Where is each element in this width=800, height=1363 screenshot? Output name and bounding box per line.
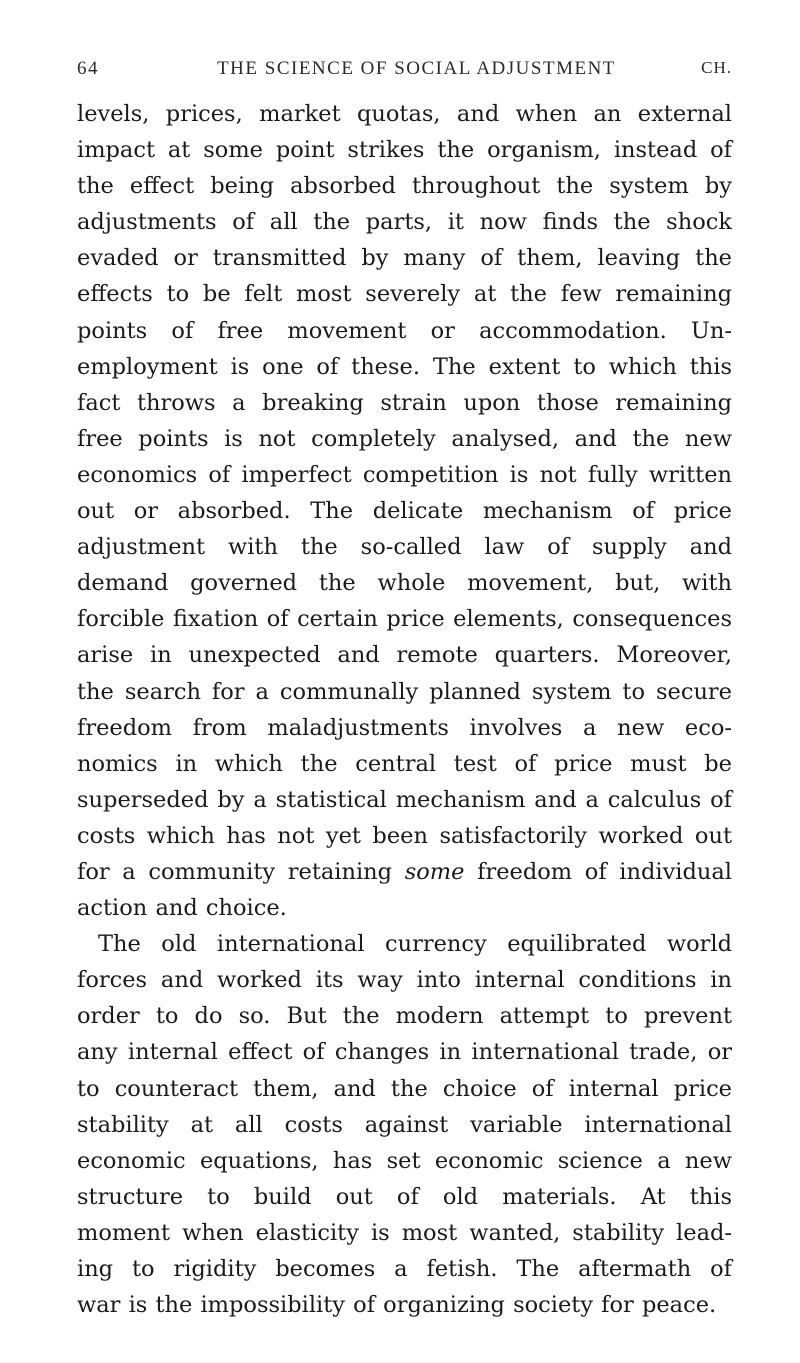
text-line: levels, prices, market quotas, and when an external [77,101,732,127]
text-line: points of free movement or accommodation. Un- [77,317,732,344]
text-line: order to do so. But the modern attempt to prevent [77,1003,732,1030]
running-title: THE SCIENCE OF SOCIAL ADJUSTMENT [217,58,616,79]
text-line: free points is not completely analysed, and the new [77,425,732,452]
paragraph-end-line: action and choice. [77,895,287,922]
text-line: arise in unexpected and remote quarters. Moreover, [77,642,732,669]
text-line: economics of imperfect competition is not fully written [77,461,732,488]
text-line: evaded or transmitted by many of them, leaving the [77,245,732,272]
text-line: demand governed the whole movement, but, with [77,570,732,597]
text-line: freedom from maladjustments involves a new eco- [77,714,732,741]
text-line: forcible fixation of certain price elements, consequences [77,606,732,633]
text-line: impact at some point strikes the organism, instead of [77,137,732,164]
text-line: nomics in which the central test of price must be [77,750,732,777]
text-line: to counteract them, and the choice of internal price [77,1075,732,1102]
text-line: structure to build out of old materials. At this [77,1183,732,1210]
text-line: moment when elasticity is most wanted, stability lead- [77,1219,732,1246]
chapter-abbreviation: CH. [701,58,732,77]
text-line: ing to rigidity becomes a fetish. The aftermath of [77,1256,732,1282]
text-line: any internal effect of changes in international trade, or [77,1039,732,1066]
text-line: forces and worked its way into internal conditions in [77,967,732,994]
text-line: out or absorbed. The delicate mechanism of price [77,498,732,525]
paragraph-end-line: war is the impossibility of organizing society for peace. [77,1292,717,1319]
text-line: the search for a communally planned system to secure [77,678,732,705]
text-line: fact throws a breaking strain upon those remaining [77,389,732,416]
running-head [77,58,732,88]
text-line: employment is one of these. The extent to which this [77,353,732,380]
text-line: costs which has not yet been satisfactorily worked out [77,822,732,849]
emphasized-word: some [404,858,465,885]
page-number: 64 [77,58,99,79]
text-line: adjustment with the so-called law of supply and [77,534,732,561]
text-segment: freedom of individual [464,858,732,885]
text-line: stability at all costs against variable international [77,1111,732,1138]
body-text [77,96,732,1323]
text-line: adjustments of all the parts, it now finds the shock [77,209,732,236]
text-line: effects to be felt most severely at the few remaining [77,281,732,308]
text-line-with-emphasis [77,854,732,890]
text-line: the effect being absorbed throughout the system by [77,173,732,200]
text-line: economic equations, has set economic science a new [77,1147,732,1174]
text-line: superseded by a statistical mechanism and a calculus of [77,786,732,813]
text-segment: for a community retaining [77,858,405,885]
paragraph-start-line: The old international currency equilibrated world [98,931,732,958]
